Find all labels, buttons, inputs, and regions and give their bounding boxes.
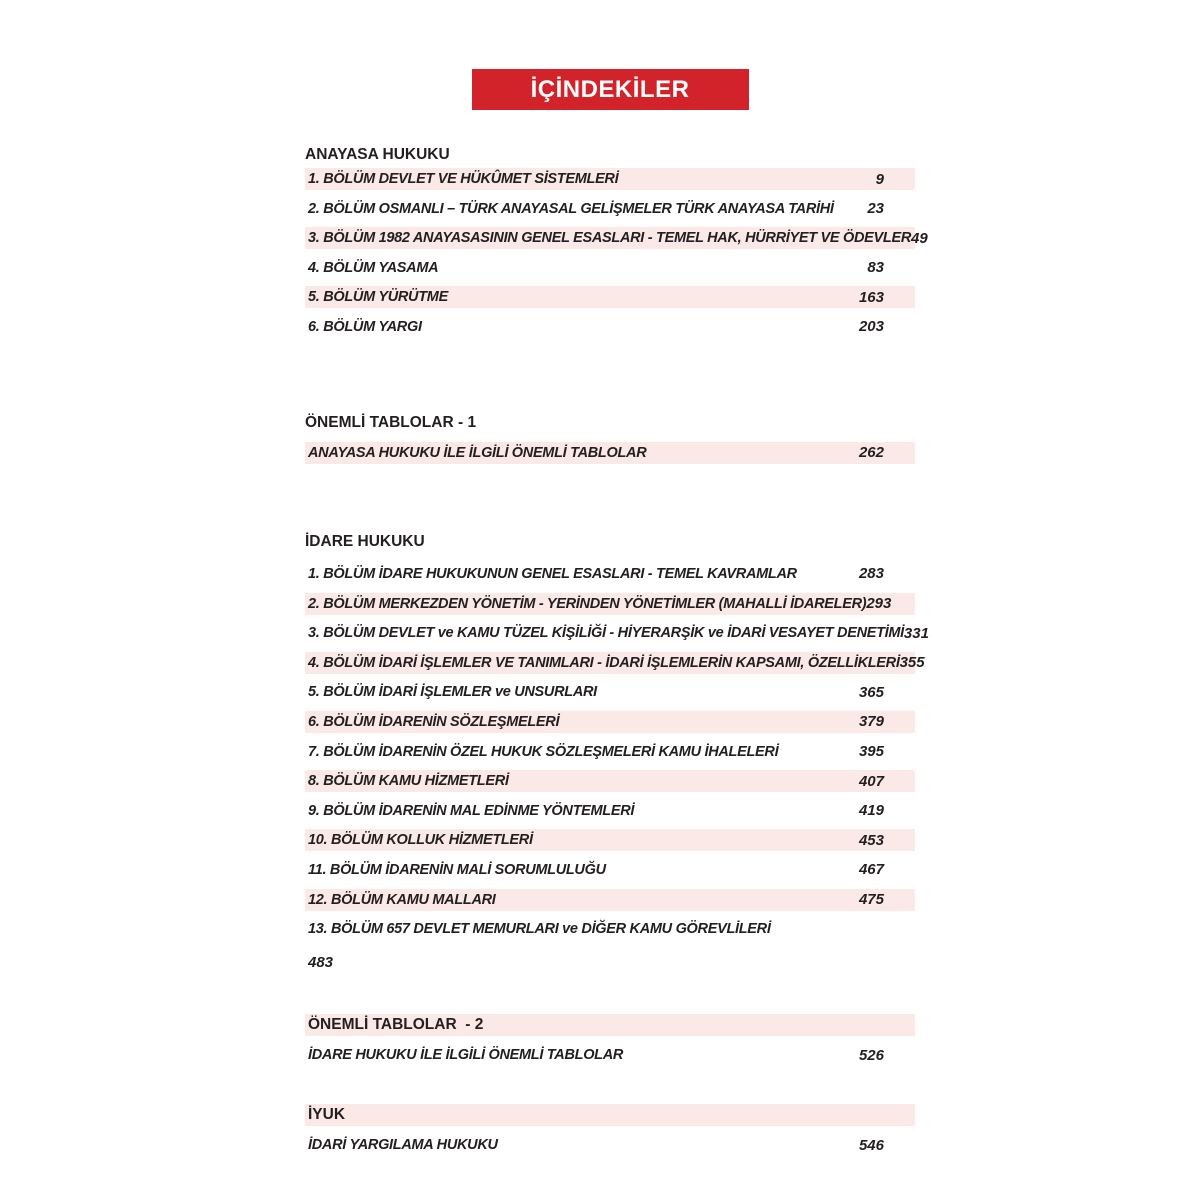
toc-row-page-number: 283 (858, 565, 884, 583)
section-heading-onemli-tablolar-2: ÖNEMLİ TABLOLAR - 2 (305, 1014, 915, 1036)
toc-row-page-number: 475 (858, 891, 884, 908)
toc-row-label: 8. BÖLÜM KAMU HİZMETLERİ (308, 773, 509, 790)
toc-row (305, 829, 915, 851)
toc-row-label: 6. BÖLÜM İDARENİN SÖZLEŞMELERİ (308, 713, 560, 730)
toc-row-label: 12. BÖLÜM KAMU MALLARI (308, 891, 496, 908)
toc-row-label: 6. BÖLÜM YARGI (308, 318, 422, 335)
toc-row (305, 681, 915, 703)
section-heading-idare-hukuku: İDARE HUKUKU (305, 532, 425, 550)
toc-row (305, 770, 915, 792)
title-wrap (305, 69, 915, 110)
toc-row-label: 7. BÖLÜM İDARENİN ÖZEL HUKUK SÖZLEŞMELERİ KAMU İHALELERİ (308, 743, 779, 760)
toc-row (305, 1044, 915, 1066)
toc-row-page-number: 395 (858, 743, 884, 761)
section-heading-iyuk: İYUK (305, 1104, 915, 1126)
toc-row-label: İDARE HUKUKU İLE İLGİLİ ÖNEMLİ TABLOLAR (308, 1047, 624, 1064)
toc-row-page-number: 467 (858, 861, 884, 879)
toc-row (305, 889, 915, 911)
toc-row (305, 622, 929, 644)
toc-row-label: 1. BÖLÜM İDARE HUKUKUNUN GENEL ESASLARI - TEMEL KAVRAMLAR (308, 565, 797, 582)
toc-row-label: 11. BÖLÜM İDARENİN MALİ SORUMLULUĞU (308, 861, 606, 878)
toc-sections (305, 146, 929, 1156)
toc-row-page-number: 163 (858, 288, 884, 306)
toc-row (305, 918, 915, 940)
toc-row-page-number: 419 (858, 802, 884, 820)
toc-row-label: 13. BÖLÜM 657 DEVLET MEMURLARI ve DİĞER KAMU GÖREVLİLERİ (308, 921, 771, 938)
toc-row (305, 711, 915, 733)
toc-row-page-number: 331 (903, 624, 929, 642)
toc-row (305, 859, 915, 881)
toc-row (305, 198, 915, 220)
toc-row-label: İDARİ YARGILAMA HUKUKU (308, 1137, 498, 1154)
toc-row (305, 227, 928, 249)
toc-row (305, 316, 915, 338)
page-title: İÇİNDEKİLER (472, 69, 749, 110)
toc-row (305, 741, 915, 763)
toc-row-label: 2. BÖLÜM OSMANLI – TÜRK ANAYASAL GELİŞMELER TÜRK ANAYASA TARİHİ (308, 200, 834, 217)
toc-row (305, 168, 915, 190)
toc-row-page-number: 407 (858, 772, 884, 790)
toc-row-label: 2. BÖLÜM MERKEZDEN YÖNETİM - YERİNDEN YÖNETİMLER (MAHALLİ İDARELER) (308, 595, 867, 612)
toc-row (305, 442, 915, 464)
toc-row-page-number: 293 (866, 595, 892, 613)
toc-row-page-number: 83 (867, 259, 884, 277)
toc-row-label: ANAYASA HUKUKU İLE İLGİLİ ÖNEMLİ TABLOLAR (308, 444, 647, 461)
toc-row-label: 4. BÖLÜM YASAMA (308, 259, 439, 276)
toc-row-page-number: 49 (911, 229, 928, 247)
toc-row-page-number: 203 (858, 318, 884, 336)
toc-row (305, 593, 915, 615)
toc-row-page-number: 526 (858, 1046, 884, 1064)
toc-row-label: 5. BÖLÜM İDARİ İŞLEMLER ve UNSURLARI (308, 684, 597, 701)
toc-row-label: 3. BÖLÜM 1982 ANAYASASININ GENEL ESASLARI - TEMEL HAK, HÜRRİYET VE ÖDEVLER (308, 230, 912, 247)
toc-row-label: 4. BÖLÜM İDARİ İŞLEMLER VE TANIMLARI - İDARİ İŞLEMLERİN KAPSAMI, ÖZELLİKLERİ (308, 654, 900, 671)
toc-row-page-number: 546 (858, 1136, 884, 1154)
toc-row-label: 1. BÖLÜM DEVLET VE HÜKÛMET SİSTEMLERİ (308, 171, 619, 187)
toc-row-page-number: 453 (858, 831, 884, 849)
toc-row (305, 286, 915, 308)
toc-row-page-number: 379 (858, 713, 884, 731)
toc-row-label: 3. BÖLÜM DEVLET ve KAMU TÜZEL KİŞİLİĞİ - HİYERARŞİK ve İDARİ VESAYET DENETİMİ (308, 625, 904, 642)
section-heading-anayasa-hukuku: ANAYASA HUKUKU (305, 146, 450, 163)
toc-row (305, 800, 915, 822)
toc-row (305, 257, 915, 279)
toc-row-label: 10. BÖLÜM KOLLUK HİZMETLERİ (308, 832, 533, 849)
section-heading-onemli-tablolar-1: ÖNEMLİ TABLOLAR - 1 (305, 413, 477, 431)
toc-row (305, 652, 925, 674)
toc-row-page-number: 355 (899, 654, 925, 672)
toc-row-page-number: 23 (867, 200, 884, 218)
toc-row-page-number: 365 (858, 683, 884, 701)
toc-row (305, 1134, 915, 1156)
toc-row-page-number: 262 (858, 444, 884, 462)
toc-content-column (305, 0, 929, 1164)
toc-row (305, 563, 915, 585)
toc-overflow-page-number: 483 (308, 954, 334, 972)
toc-row-label: 9. BÖLÜM İDARENİN MAL EDİNME YÖNTEMLERİ (308, 802, 635, 819)
toc-row-page-number: 9 (875, 170, 884, 188)
toc-row-label: 5. BÖLÜM YÜRÜTME (308, 289, 448, 306)
